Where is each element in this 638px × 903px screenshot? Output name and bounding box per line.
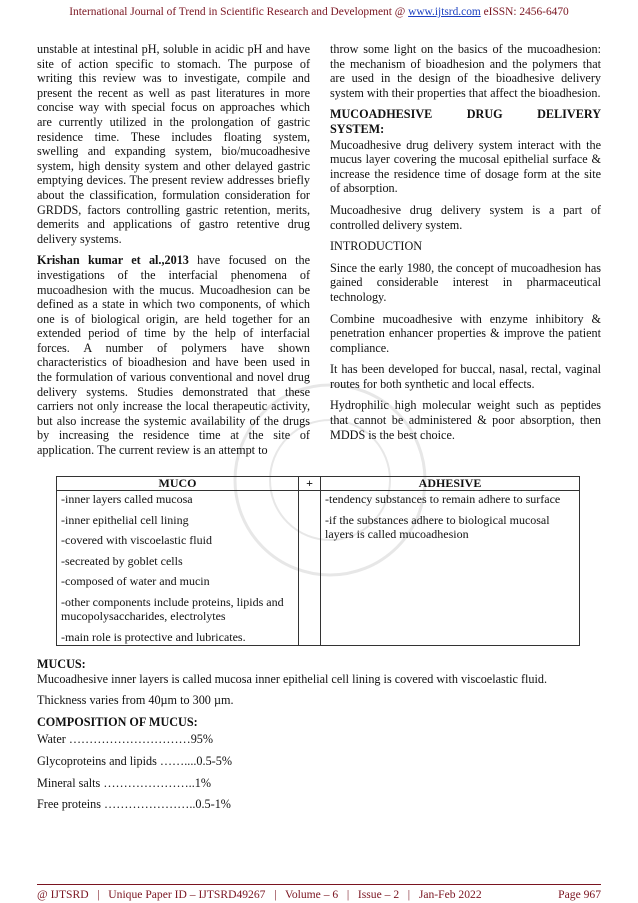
composition-item: Mineral salts …………………..1% (37, 775, 211, 790)
left-paragraph-2 (37, 253, 310, 457)
right-paragraph-1: throw some light on the basics of the mucoadhesion: the mechanism of bioadhesion and the polymers that are used in the design of the bioadhesive delivery system with their properties that affect the bioadhesion. (330, 42, 601, 100)
left-paragraph-2-text: have focused on the investigations of the interfacial phenomena of mucoadhesion with the mucus. Mucoadhesion can be defined as a state in which two components, of which one is of biological origin, are held together for an extended period of time by the help of interfacial forces. A number of polymers have shown characteristics of bioadhesion and have been used in the formulation of various conventional and novel drug delivery systems. Studies demonstrated that these carriers not only increase the local therapeutic activity, but also increase the systemic availability of the drugs by increasing the residence time at the site of application. The current review is an attempt to (37, 253, 310, 458)
muco-item: -main role is protective and lubricates. (61, 629, 246, 644)
table-header-row (57, 477, 580, 491)
right-paragraph-3: Mucoadhesive drug delivery system is a part of controlled delivery system. (330, 202, 601, 232)
table-header-plus: + (299, 477, 321, 491)
composition-item: Water …………………………95% (37, 732, 214, 747)
muco-item: -other components include proteins, lipids and mucopolysaccharides, electrolytes (61, 594, 284, 623)
footer-paper-info: @ IJTSRD | Unique Paper ID – IJTSRD49267 | Volume – 6 | Issue – 2 | Jan-Feb 2022 (37, 888, 482, 901)
right-paragraph-8: Hydrophilic high molecular weight such as peptides that cannot be administered & poor absorption, then MDDS is the best choice. (330, 398, 601, 442)
mucus-heading: MUCUS: (37, 657, 86, 671)
muco-item: -covered with viscoelastic fluid (61, 533, 212, 547)
plus-cell (299, 491, 321, 646)
section-heading-mdds: MUCOADHESIVE DRUG DELIVERY (330, 107, 601, 122)
left-column (37, 42, 310, 465)
author-citation: Krishan kumar et al.,2013 (37, 253, 189, 268)
muco-item: -composed of water and mucin (61, 574, 210, 588)
table-header-adhesive: ADHESIVE (321, 477, 580, 491)
muco-item: -inner layers called mucosa (61, 492, 193, 506)
section-heading-mdds-cont: SYSTEM: (330, 121, 385, 136)
table-header-muco: MUCO (57, 477, 299, 491)
adhesive-item: -tendency substances to remain adhere to surface (325, 492, 561, 506)
mucus-section (37, 657, 603, 819)
page-number: Page 967 (558, 888, 601, 901)
introduction-heading: INTRODUCTION (330, 239, 423, 254)
journal-issn: eISSN: 2456-6470 (480, 6, 569, 18)
composition-item: Free proteins …………………..0.5-1% (37, 797, 231, 812)
muco-item: -inner epithelial cell lining (61, 512, 189, 527)
right-paragraph-7: It has been developed for buccal, nasal, rectal, vaginal routes for both synthetic and local effects. (330, 362, 601, 391)
mucus-paragraph-2: Thickness varies from 40µm to 300 µm. (37, 693, 234, 708)
right-paragraph-5: Since the early 1980, the concept of mucoadhesion has gained considerable interest in pharmaceutical technology. (330, 260, 601, 304)
muco-item: -secreated by goblet cells (61, 553, 183, 568)
mucus-paragraph-1: Mucoadhesive inner layers is called mucosa inner epithelial cell lining is covered with viscoelastic fluid. (37, 671, 548, 686)
muco-adhesive-table (56, 476, 580, 646)
journal-header (0, 6, 638, 18)
journal-website-link[interactable]: www.ijtsrd.com (408, 6, 481, 18)
page-footer (37, 884, 601, 901)
right-paragraph-2: Mucoadhesive drug delivery system interact with the mucus layer covering the mucosal epithelial surface & increase the residence time of dosage form at the site of absorption. (330, 137, 601, 196)
adhesive-cell (321, 491, 580, 646)
right-column (330, 42, 601, 449)
composition-item: Glycoproteins and lipids ……....0.5-5% (37, 753, 232, 768)
composition-heading: COMPOSITION OF MUCUS: (37, 714, 198, 729)
adhesive-item: -if the substances adhere to biological mucosal layers is called mucoadhesion (325, 512, 550, 541)
left-paragraph-1: unstable at intestinal pH, soluble in acidic pH and have site of action specific to stomach. The purpose of writing this review was to investigate, compile and present the recent as well as past literatures in more concise way with special focus on approaches which are currently utilized in the prolongation of gastric residence time. These includes floating system, swelling and expanding system, bio/mucoadhesive system, high density system and other delayed gastric emptying devices. The present review addresses briefly about the classification, formulation consideration for GRDDS, factors controlling gastric retention, merits, demerits and applications of gastro retentive drug delivery systems. (37, 42, 310, 246)
table-row (57, 491, 580, 646)
journal-name: International Journal of Trend in Scientific Research and Development @ (69, 6, 409, 18)
muco-cell (57, 491, 299, 646)
right-paragraph-6: Combine mucoadhesive with enzyme inhibitory & penetration enhancer properties & improve the patient compliance. (330, 311, 601, 355)
